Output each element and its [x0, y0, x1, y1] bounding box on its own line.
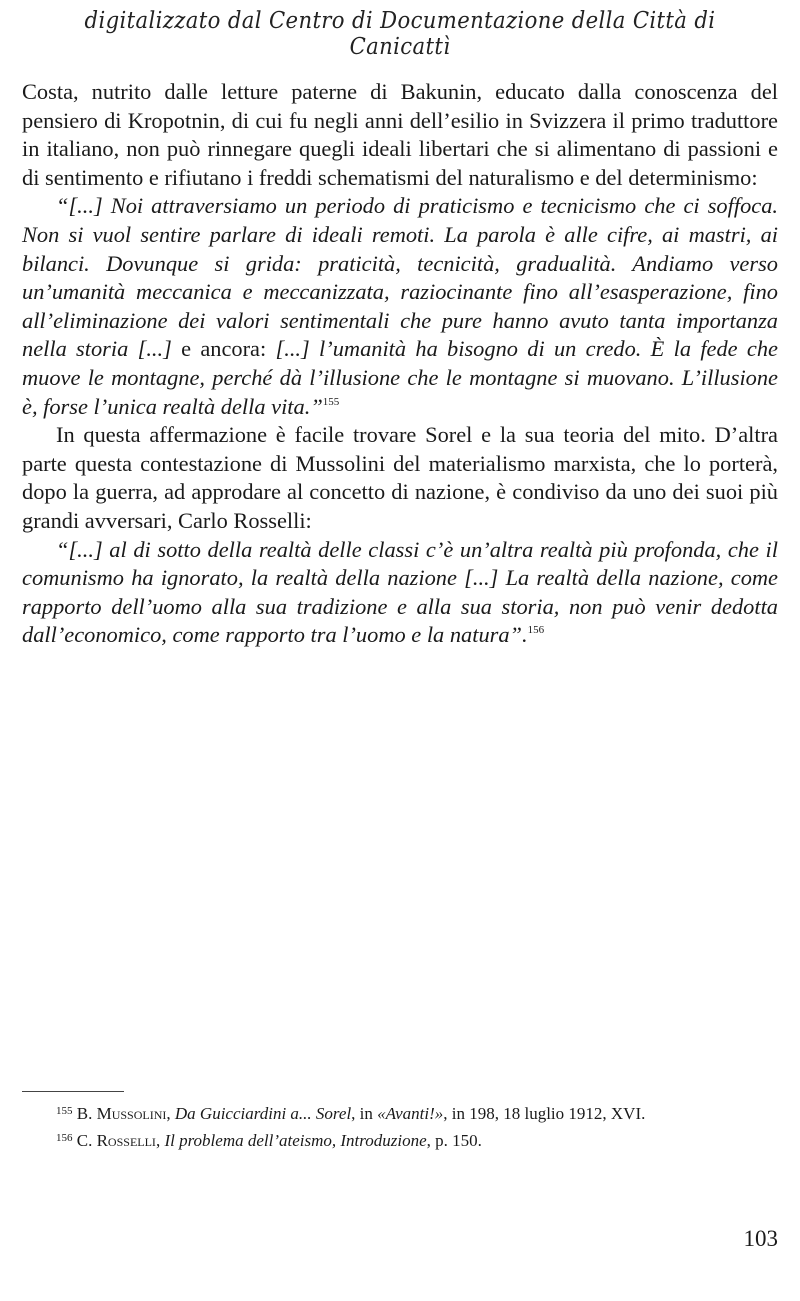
- footnote-author: Rosselli: [96, 1131, 156, 1150]
- footnote-title: Da Guicciardini a... Sorel: [174, 1104, 352, 1123]
- footnote-155: $^{155}$ B. Mussolini, Da Guicciardini a... Sorel, in «Avanti!», in 198, 18 luglio 1912, XVI.: [56, 1104, 646, 1123]
- quote-rosselli: [22, 536, 778, 650]
- footnote-title: Il problema dell’ateismo, Introduzione: [164, 1131, 427, 1150]
- quote-rosselli-text: “[...] al di sotto della realtà delle classi c’è un’altra realtà più profonda, che il comunismo ha ignorato, la realtà della nazione [...] La realtà della nazione, come rapporto dell’uomo alla sua tradizione e alla sua storia, non può venir dedotta dall’economico, come rapporto tra l’uomo e la natura”.: [22, 536, 778, 648]
- footnote-divider: [22, 1091, 124, 1092]
- digitization-watermark: digitalizzato dal Centro di Documentazione della Città di Canicattì: [84, 8, 716, 60]
- quote-connector: e ancora:: [171, 336, 276, 362]
- footnote-number: 156: [56, 1132, 73, 1144]
- paragraph-sorel: In questa affermazione è facile trovare Sorel e la sua teoria del mito. D’altra parte questa contestazione di Mussolini del materialismo marxista, che lo porterà, dopo la guerra, ad approdare al concetto di nazione, è condiviso da uno dei suoi più grandi avversari, Carlo Rosselli:: [22, 422, 778, 533]
- footnote-author: Mussolini: [96, 1104, 167, 1123]
- footnote-details: , p. 150.: [426, 1131, 482, 1150]
- page-number: 103: [743, 1226, 778, 1251]
- footnote-156: $^{156}$ C. Rosselli, Il problema dell’ateismo, Introduzione, p. 150.: [56, 1131, 482, 1150]
- paragraph-costa: Costa, nutrito dalle letture paterne di Bakunin, educato dalla conoscenza del pensiero di Kropotnin, di cui fu negli anni dell’esilio in Svizzera il primo traduttore in italiano, non può rinnegare quegli ideali libertari che si alimentano di passioni e di sentimento e rifiutano i freddi schematismi del naturalismo e del determinismo:: [22, 79, 778, 190]
- footnote-source: «Avanti!»: [377, 1104, 444, 1123]
- footnote-connector: , in: [351, 1104, 378, 1123]
- footnote-ref-155: 155: [322, 395, 340, 408]
- footnotes: [22, 1100, 778, 1154]
- footnote-number: 155: [56, 1105, 73, 1117]
- quote-mussolini-part1: “[...] Noi attraversiamo un periodo di praticismo e tecnicismo che ci soffoca. Non si vuol sentire parlare di ideali remoti. La parola è alle cifre, ai mastri, ai bilanci. Dovunque si grida: praticità, tecnicità, gradualità. Andiamo verso un’umanità meccanica e meccanizzata, raziocinante fino all’esasperazione, fino all’eliminazione dei valori sentimentali che pure hanno avuto tanta importanza nella storia [...]: [22, 193, 778, 362]
- main-text: [22, 78, 778, 650]
- footnote-details: , in 198, 18 luglio 1912, XVI.: [443, 1104, 646, 1123]
- quote-mussolini: [22, 192, 778, 421]
- footnote-initial: B.: [76, 1104, 93, 1123]
- quote-mussolini-part2: [...] l’umanità ha bisogno di un credo. È la fede che muove le montagne, perché dà l’illusione che le montagne si muovano. L’illusione è, forse l’unica realtà della vita.”: [22, 336, 778, 419]
- footnote-ref-156: 156: [527, 624, 545, 637]
- footnote-initial: C.: [76, 1131, 93, 1150]
